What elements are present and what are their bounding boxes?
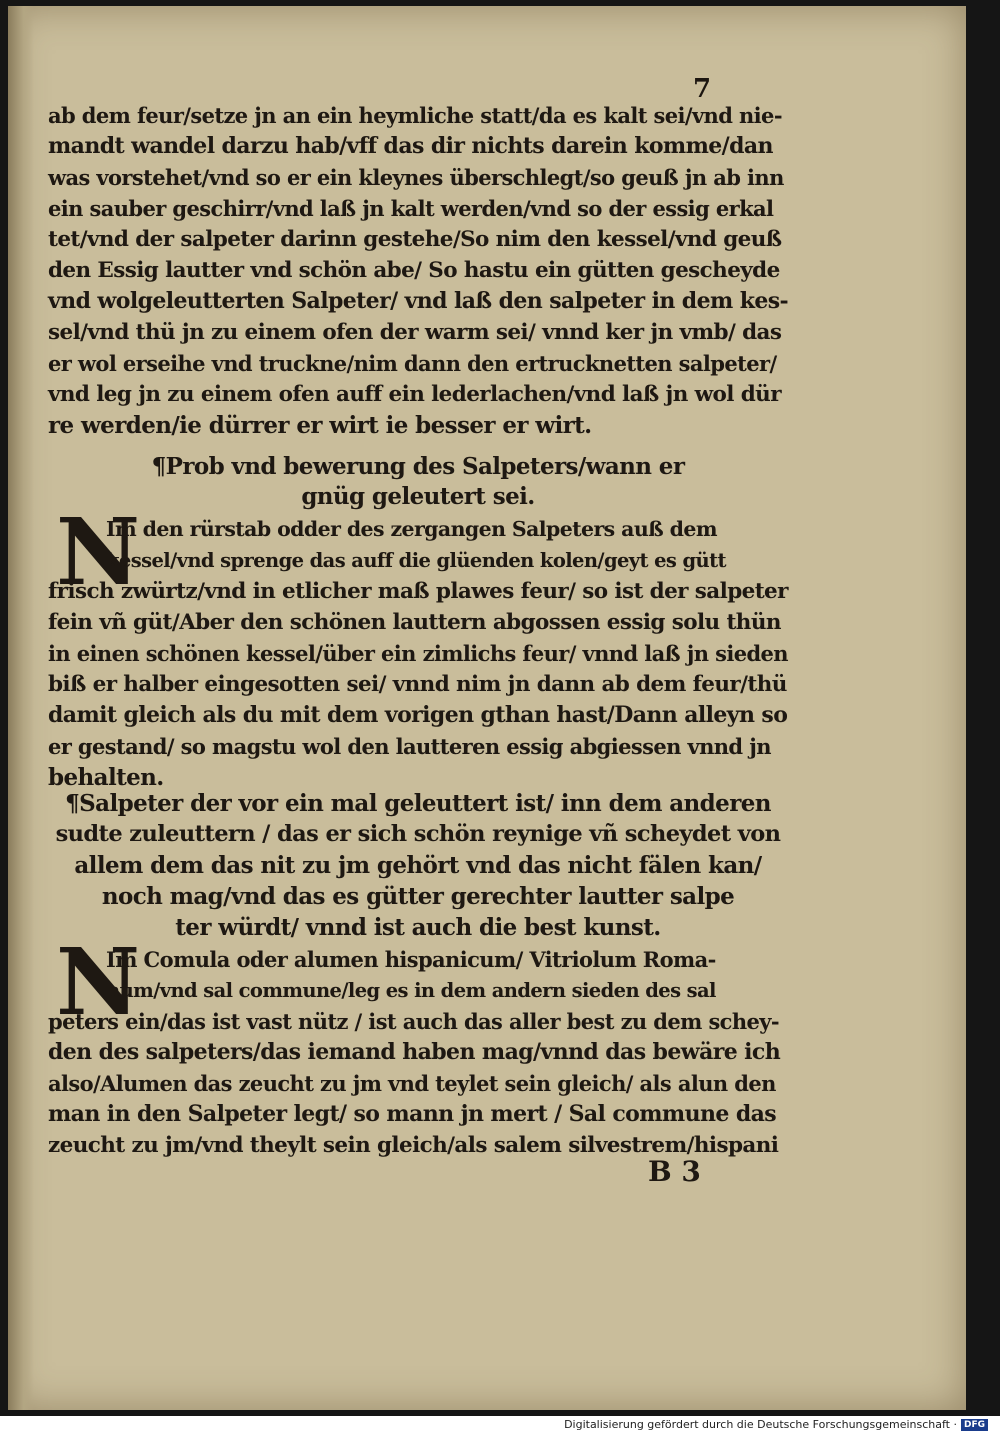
drop-cap: N <box>56 498 141 606</box>
text-line: was vorstehet/vnd so er ein kleynes überschlegt/so geuß jn ab inn <box>48 165 784 190</box>
footer-text: Digitalisierung gefördert durch die Deutsche Forschungsgemeinschaft · <box>564 1418 957 1431</box>
text-line: ab dem feur/setze jn an ein heymliche statt/da es kalt sei/vnd nie- <box>48 103 782 128</box>
paragraph-4 <box>48 944 788 1161</box>
text-line: sel/vnd thü jn zu einem ofen der warm sei/ vnnd ker jn vmb/ das <box>48 320 782 345</box>
signature-mark: B 3 <box>648 1155 701 1188</box>
text-line: in einen schönen kessel/über ein zimlichs feur/ vnnd laß jn sieden <box>48 641 788 666</box>
footer-credit <box>564 1418 988 1431</box>
text-line: behalten. <box>48 764 164 791</box>
text-line: frisch zwürtz/vnd in etlicher maß plawes feur/ so ist der salpeter <box>48 579 788 604</box>
text-line: er wol erseihe vnd truckne/nim dann den ertrucknetten salpeter/ <box>48 351 777 376</box>
text-line: mandt wandel darzu hab/vff das dir nichts darein komme/dan <box>48 133 773 159</box>
text-line: re werden/ie dürrer er wirt ie besser er wirt. <box>48 412 592 439</box>
text-line: ein sauber geschirr/vnd laß jn kalt werden/vnd so der essig erkal <box>48 196 774 221</box>
text-line: den Essig lautter vnd schön abe/ So hastu ein gütten gescheyde <box>48 258 780 283</box>
section-heading <box>48 452 788 512</box>
heading-line: gnüg geleutert sei. <box>301 483 535 510</box>
text-line: vnd leg jn zu einem ofen auff ein lederlachen/vnd laß jn wol dür <box>48 382 781 407</box>
text-line: tet/vnd der salpeter darinn gestehe/So nim den kessel/vnd geuß <box>48 227 782 252</box>
text-line: ter würdt/ vnnd ist auch die best kunst. <box>175 914 661 941</box>
text-line: also/Alumen das zeucht zu jm vnd teylet sein gleich/ als alun den <box>48 1071 776 1096</box>
drop-cap: N <box>56 928 141 1036</box>
text-line: damit gleich als du mit dem vorigen gthan hast/Dann alleyn so <box>48 702 788 728</box>
text-line: Im Comula oder alumen hispanicum/ Vitriolum Roma- <box>106 947 716 972</box>
text-line: fein vñ güt/Aber den schönen lauttern abgossen essig solu thün <box>48 610 781 635</box>
text-line: sudte zuleuttern / das er sich schön reynige vñ scheydet von <box>55 821 781 847</box>
paragraph-2 <box>48 514 788 793</box>
text-line: allem dem das nit zu jm gehört vnd das nicht fälen kan/ <box>74 852 762 879</box>
text-line: peters ein/das ist vast nütz / ist auch das aller best zu dem schey- <box>48 1009 780 1034</box>
page-folio: 7 <box>693 74 712 104</box>
text-line: biß er halber eingesotten sei/ vnnd nim jn dann ab dem feur/thü <box>48 672 787 697</box>
text-line: ¶Salpeter der vor ein mal geleuttert ist/ inn dem anderen <box>65 790 771 817</box>
text-line: man in den Salpeter legt/ so mann jn mert / Sal commune das <box>48 1101 777 1127</box>
text-line: num/vnd sal commune/leg es in dem andern sieden des sal <box>106 979 716 1002</box>
heading-line: ¶Prob vnd bewerung des Salpeters/wann er <box>151 453 685 480</box>
paragraph-1 <box>48 100 788 441</box>
text-line: er gestand/ so magstu wol den lautteren essig abgiessen vnnd jn <box>48 734 771 759</box>
text-line: zeucht zu jm/vnd theylt sein gleich/als salem silvestrem/hispani <box>48 1133 779 1158</box>
text-line: kessel/vnd sprenge das auff die glüenden kolen/geyt es gütt <box>106 549 726 572</box>
dfg-logo-icon: DFG <box>961 1419 988 1431</box>
text-line: vnd wolgeleutterten Salpeter/ vnd laß den salpeter in dem kes- <box>48 288 789 314</box>
text-line: den des salpeters/das iemand haben mag/vnnd das bewäre ich <box>48 1039 781 1065</box>
text-line: noch mag/vnd das es gütter gerechter lautter salpe <box>101 883 735 910</box>
paragraph-3 <box>48 788 788 943</box>
text-line: Im den rürstab odder des zergangen Salpeters auß dem <box>106 517 717 541</box>
